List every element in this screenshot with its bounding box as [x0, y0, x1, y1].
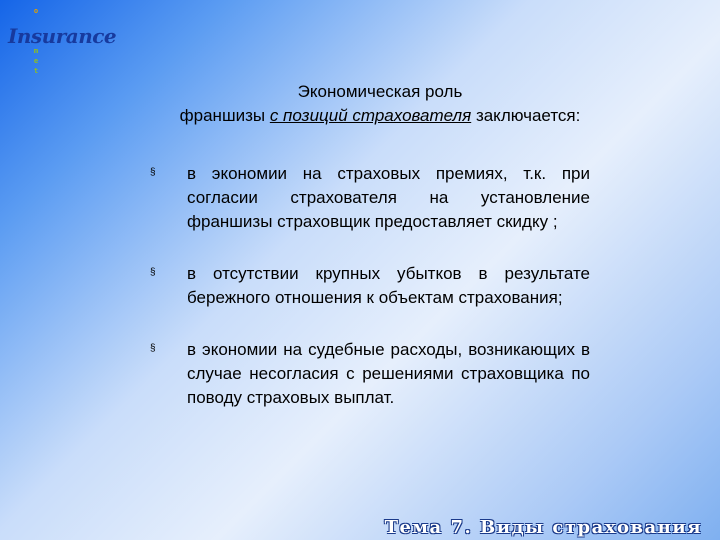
insurance-logo — [6, 6, 117, 75]
logo-letter-column — [32, 46, 40, 76]
logo-letter: o — [33, 7, 39, 15]
bullet-text: в экономии на судебные расходы, возникающих в случае несогласия с решениями страховщика по поводу страховых выплат. — [187, 340, 590, 407]
logo-letter: m — [33, 47, 39, 55]
heading-line-2 — [90, 104, 670, 128]
list-item — [150, 262, 590, 310]
logo-letter: e — [33, 57, 39, 65]
slide-heading — [90, 80, 670, 128]
heading-word: франшизы — [179, 106, 266, 125]
heading-line-1: Экономическая роль — [297, 82, 463, 101]
logo-letter: t — [33, 67, 39, 75]
bullet-marker-icon — [150, 343, 160, 355]
bullet-marker-icon — [150, 167, 160, 179]
bullet-list — [150, 162, 590, 438]
heading-emphasis: с позиций страхователя — [269, 106, 472, 125]
list-item — [150, 338, 590, 410]
bullet-text: в экономии на страховых премиях, т.к. при согласии страхователя на установление франшизы страховщик предоставляет скидку ; — [187, 164, 590, 231]
bullet-text: в отсутствии крупных убытков в результате бережного отношения к объектам страхования; — [187, 264, 590, 307]
topic-footer: Тема 7. Виды страхования — [384, 517, 702, 538]
heading-word: заключается: — [475, 106, 581, 125]
bullet-marker-icon — [150, 267, 160, 279]
logo-wordmark: Insurance — [8, 24, 117, 48]
list-item — [150, 162, 590, 234]
